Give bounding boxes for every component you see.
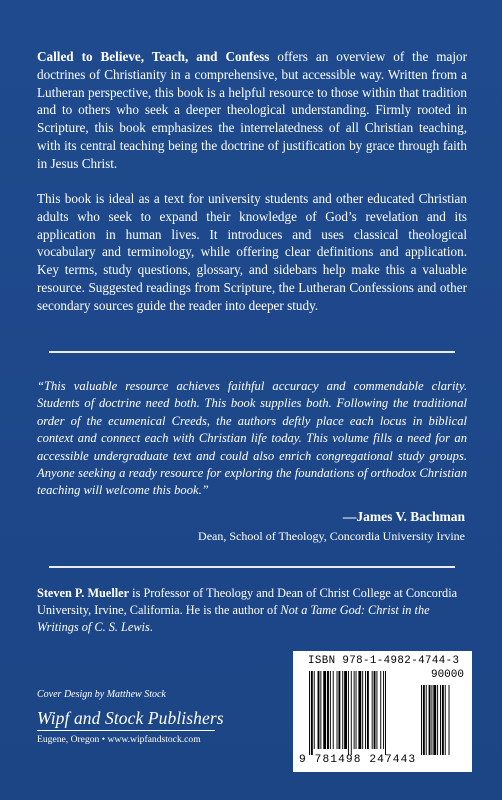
- barcode-bar: [365, 671, 366, 749]
- blurb-paragraph-1-text: offers an overview of the major doctrines of Christianity in a comprehensive, but accessible way. Written from a Lutheran perspective, this book is a helpful resource to those within that tradition and to others who seek a deeper theological understanding. Firmly rooted in Scripture, this book emphasizes the interrelatedness of all Christian teaching, with its central teaching being the doctrine of justification by grace through faith in Jesus Christ.: [37, 49, 467, 171]
- divider-rule: [49, 351, 455, 353]
- barcode-bar: [342, 671, 343, 749]
- barcode-bar: [374, 671, 376, 749]
- barcode-bar: [445, 685, 446, 755]
- barcode-bar: [442, 685, 444, 755]
- barcode-bar: [318, 671, 320, 749]
- isbn-label: ISBN 978-1-4982-4744-3: [308, 655, 460, 667]
- barcode-bar: [337, 671, 338, 749]
- barcode-bar: [437, 685, 438, 755]
- ean-digits: 9 781498 247443: [299, 754, 417, 766]
- barcode-bar: [421, 685, 422, 755]
- barcode-bar: [367, 671, 369, 749]
- barcode-bar: [376, 671, 377, 749]
- endorsement-quote: “This valuable resource achieves faithful accuracy and commendable clarity. Students of doctrine need both. This book supplies both. Following the traditional order of the ecumenical Creeds, the authors deftly place each locus in biblical context and connect each with Christian life today. This volume fills a need for an accessible undergraduate text and could also enrich congregational study groups. Anyone seeking a ready resource for exploring the foundations of orthodox Christian teaching will welcome this book.”: [37, 379, 467, 498]
- publisher-location: Eugene, Oregon • www.wipfandstock.com: [37, 734, 201, 745]
- barcode-bar: [440, 685, 441, 755]
- barcode-bar: [309, 671, 310, 755]
- barcode-bar: [358, 671, 361, 749]
- barcode-bar: [433, 685, 436, 755]
- author-name: Steven P. Mueller: [37, 586, 130, 600]
- barcode-bar: [380, 671, 381, 749]
- price-code: 90000: [430, 669, 464, 681]
- barcode-bar: [356, 671, 357, 749]
- book-title: Called to Believe, Teach, and Confess: [37, 49, 270, 64]
- barcode-bar: [338, 671, 340, 749]
- barcode-bar: [449, 685, 450, 755]
- barcode-bar: [314, 671, 315, 749]
- barcode-bar: [372, 671, 373, 749]
- barcode-bar: [362, 671, 363, 749]
- author-bio-end: .: [149, 619, 153, 634]
- cover-design-credit: Cover Design by Matthew Stock: [37, 689, 166, 700]
- author-bio: [37, 585, 467, 635]
- barcode-bar: [423, 685, 425, 755]
- publisher-logo: Wipf and Stock Publishers: [37, 708, 224, 728]
- barcode-bar: [330, 671, 331, 749]
- barcode-bar: [431, 685, 432, 755]
- endorser-name: —James V. Bachman: [342, 509, 465, 524]
- publisher-underline: [37, 730, 215, 731]
- blurb-paragraph-2: This book is ideal as a text for university students and other educated Christian adults who seek to expand their knowledge of God’s revelation and its application in human lives. It introduces and uses classical theological vocabulary and terminology, while offering clear definitions and application. Key terms, study questions, glossary, and sidebars help make this a valuable resource. Suggested readings from Scripture, the Lutheran Confessions and other secondary sources guide the reader into deeper study.: [37, 191, 467, 313]
- endorser-title: Dean, School of Theology, Concordia University Irvine: [198, 529, 465, 543]
- barcode-bar: [383, 671, 384, 749]
- barcode-bar: [327, 671, 329, 749]
- barcode-bar: [344, 671, 347, 749]
- divider-rule: [49, 566, 455, 568]
- barcode-bar: [348, 671, 349, 755]
- barcode-bar: [429, 685, 431, 755]
- barcode-bar: [323, 671, 326, 749]
- author-other-book: Not a Tame God: Christ in the Writings of C. S. Lewis: [37, 602, 430, 634]
- barcode-bar: [333, 671, 334, 749]
- barcode-bar: [311, 671, 313, 755]
- blurb-paragraph-1: [37, 48, 467, 173]
- barcode-bar: [426, 685, 427, 755]
- barcode-bar: [354, 671, 355, 749]
- barcode-bar: [320, 671, 321, 749]
- barcode-bar: [351, 671, 352, 755]
- author-bio-text: is Professor of Theology and Dean of Christ College at Concordia University, Irvine, California. He is the author of: [37, 586, 458, 617]
- barcode-bar: [385, 671, 386, 755]
- isbn-barcode: [293, 651, 472, 772]
